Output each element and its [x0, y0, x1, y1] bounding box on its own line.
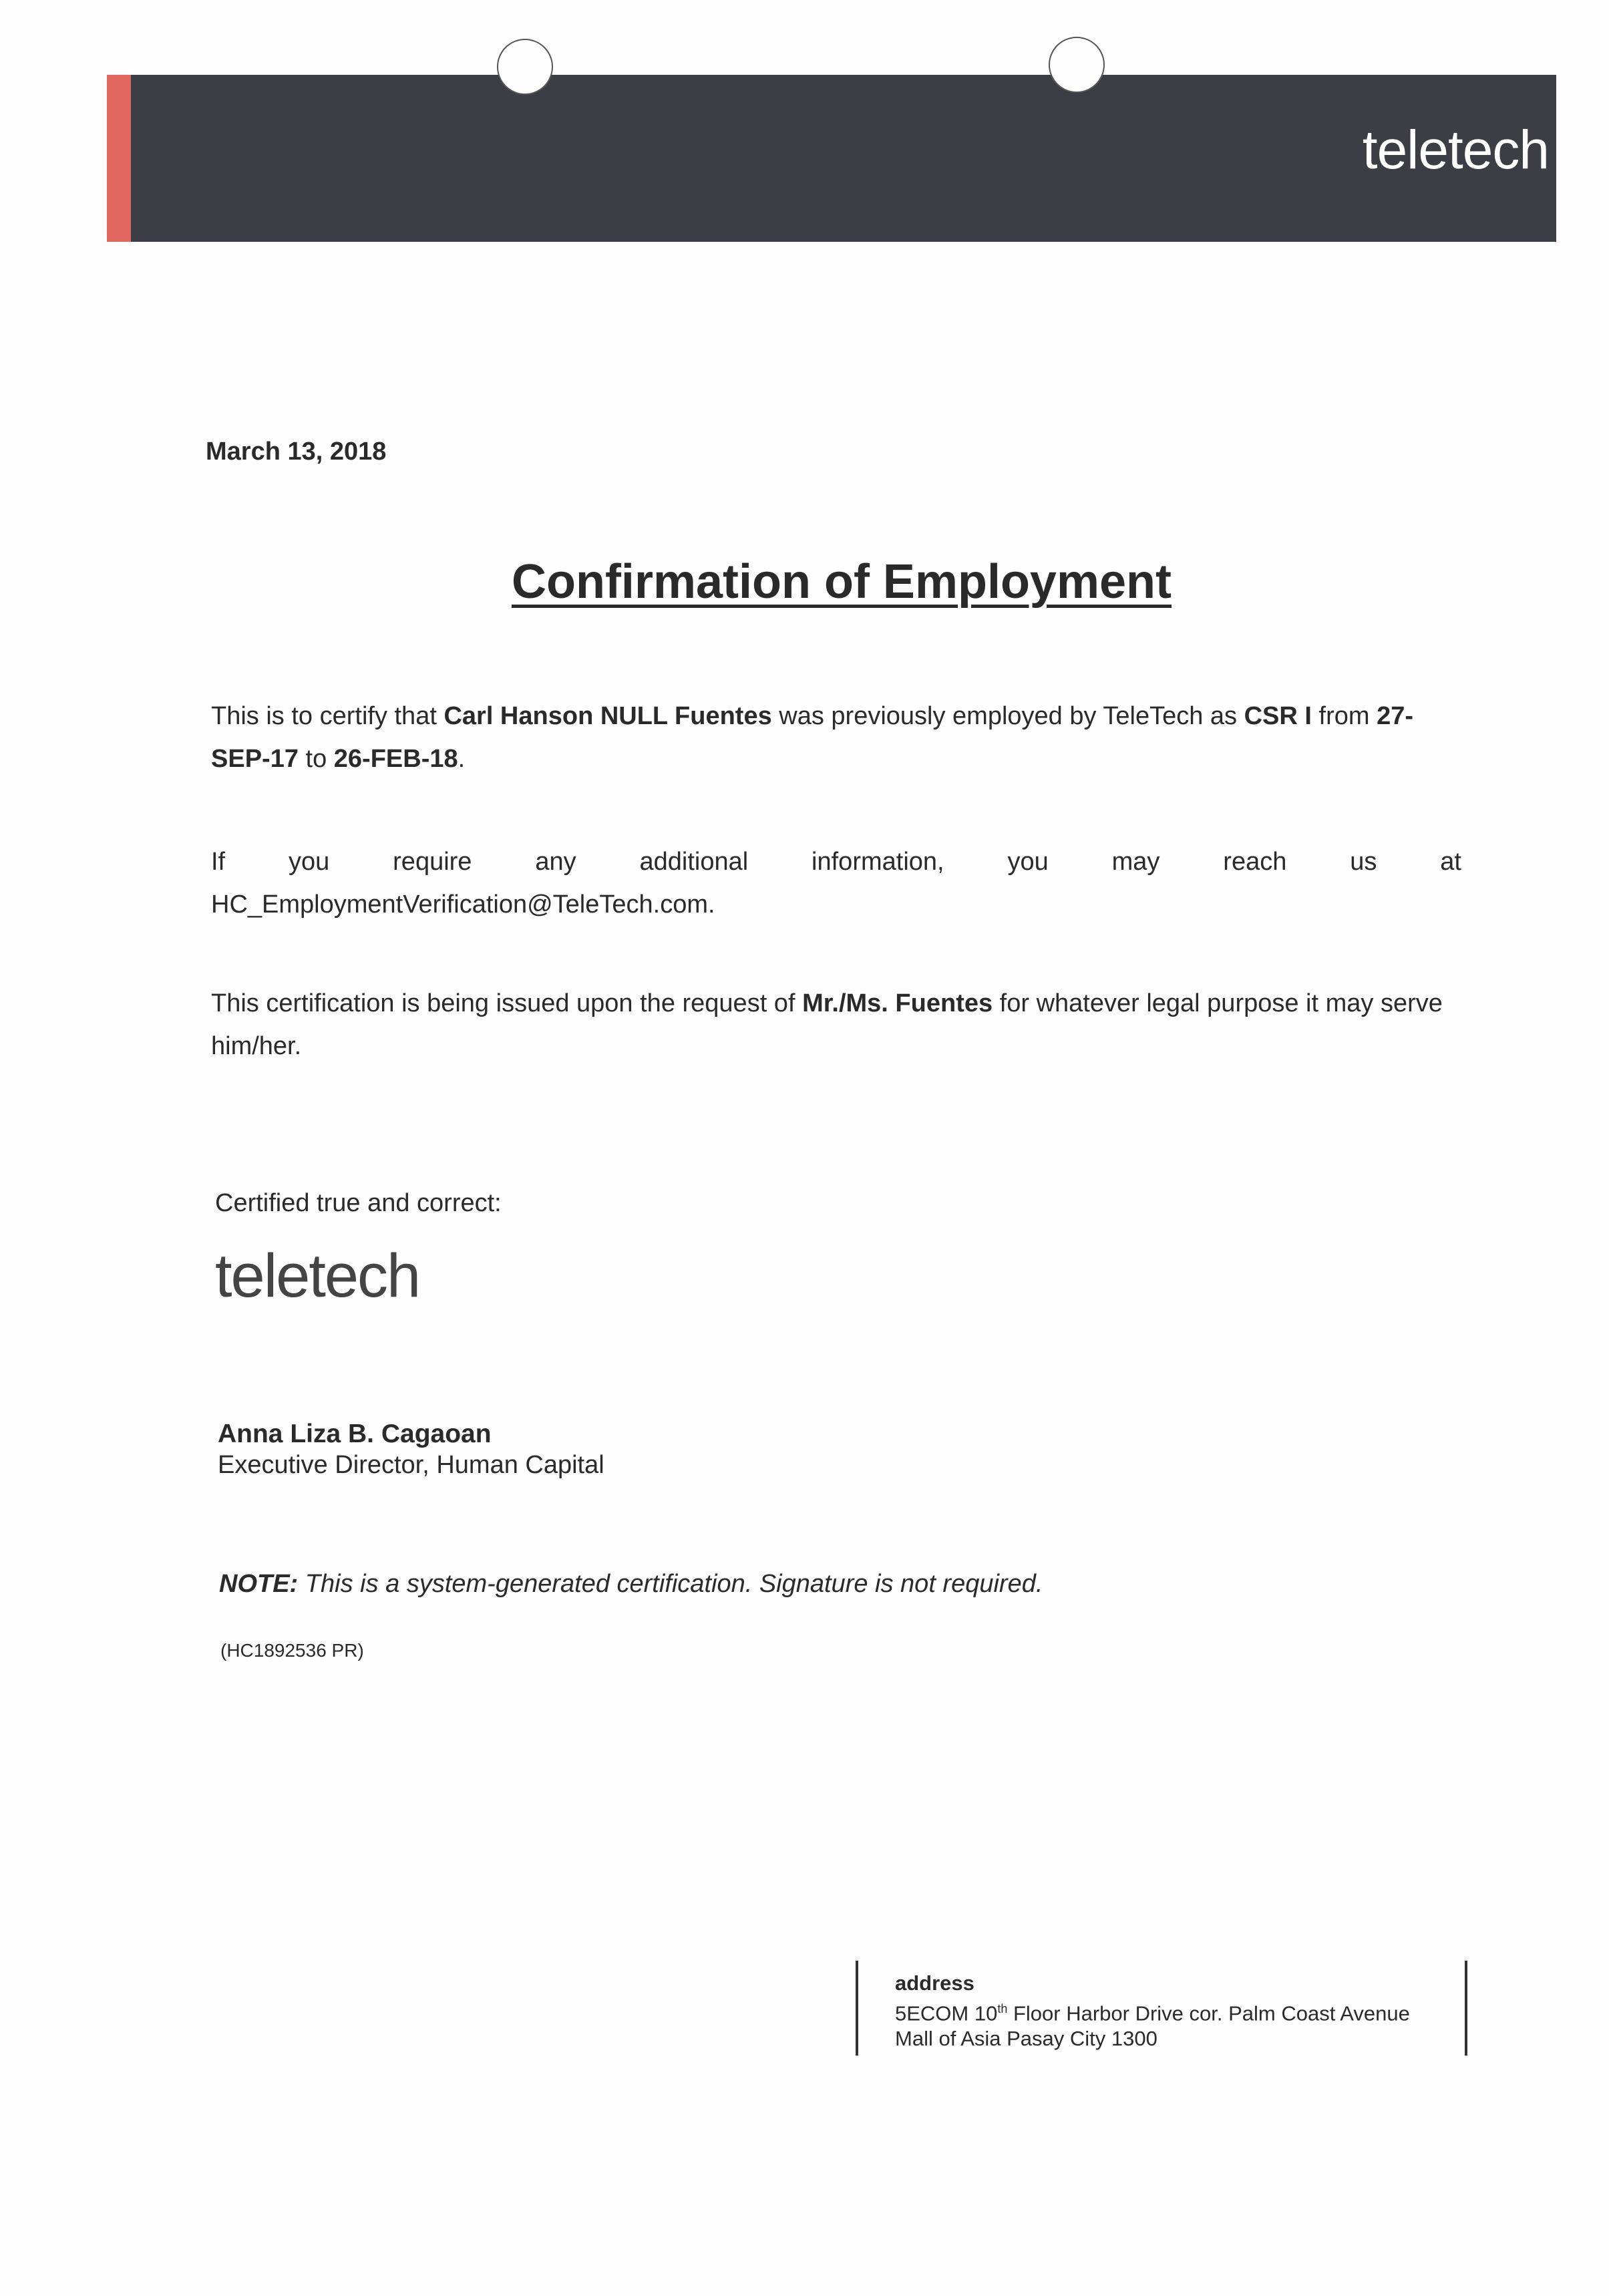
word: reach: [1223, 848, 1287, 876]
text: This is to certify that: [211, 702, 444, 730]
word: information,: [812, 848, 944, 876]
text: This certification is being issued upon the request of: [211, 989, 803, 1017]
contact-email: HC_EmploymentVerification@TeleTech.com.: [211, 890, 715, 919]
employee-name: Carl Hanson NULL Fuentes: [443, 702, 772, 730]
certified-label: Certified true and correct:: [215, 1189, 502, 1217]
ordinal-suffix: th: [997, 2002, 1008, 2015]
word: you: [1007, 848, 1049, 876]
word: may: [1111, 848, 1160, 876]
text: Floor Harbor Drive cor. Palm Coast Avenue: [1007, 2001, 1410, 2025]
text: from: [1311, 702, 1377, 730]
punch-hole: [1049, 37, 1105, 93]
text: was previously employed by TeleTech as: [771, 702, 1244, 730]
header-bar: [107, 75, 1556, 242]
accent-stripe: [107, 75, 131, 242]
word: If: [211, 848, 226, 876]
letter-date: March 13, 2018: [206, 438, 387, 466]
signatory-title: Executive Director, Human Capital: [218, 1451, 604, 1479]
requester: Mr./Ms. Fuentes: [802, 989, 993, 1017]
address-line-2: Mall of Asia Pasay City 1300: [895, 2027, 1157, 2051]
signatory-name: Anna Liza B. Cagaoan: [218, 1420, 492, 1448]
word: at: [1440, 848, 1461, 876]
word: require: [393, 848, 472, 876]
letter-title: Confirmation of Employment: [512, 555, 1172, 609]
address-block: [895, 1971, 1410, 2052]
contact-paragraph: [211, 840, 1461, 926]
end-date: 26-FEB-18: [333, 745, 458, 773]
contact-line: [211, 840, 1461, 883]
certify-paragraph: [211, 695, 1461, 780]
reference-code: (HC1892536 PR): [220, 1640, 364, 1661]
address-line-1: [895, 1996, 1410, 2026]
start-date: 27-SEP-17: [211, 702, 1414, 773]
note: [219, 1570, 1043, 1599]
word: us: [1350, 848, 1377, 876]
text: for whatever legal purpose it may serve him/her.: [211, 989, 1443, 1060]
punch-hole: [497, 39, 553, 95]
note-text: This is a system-generated certification. Signature is not required.: [298, 1570, 1043, 1598]
purpose-paragraph: [211, 982, 1461, 1068]
word: additional: [639, 848, 749, 876]
word: any: [535, 848, 576, 876]
text: .: [458, 745, 466, 773]
note-label: NOTE:: [219, 1570, 299, 1598]
word: you: [289, 848, 330, 876]
text: 5ECOM 10: [895, 2001, 998, 2025]
header-logo: teletech: [1362, 120, 1549, 180]
address-label: address: [895, 1971, 974, 1995]
signature-logo: teletech: [215, 1242, 420, 1310]
position: CSR I: [1244, 702, 1312, 730]
text: to: [298, 745, 334, 773]
